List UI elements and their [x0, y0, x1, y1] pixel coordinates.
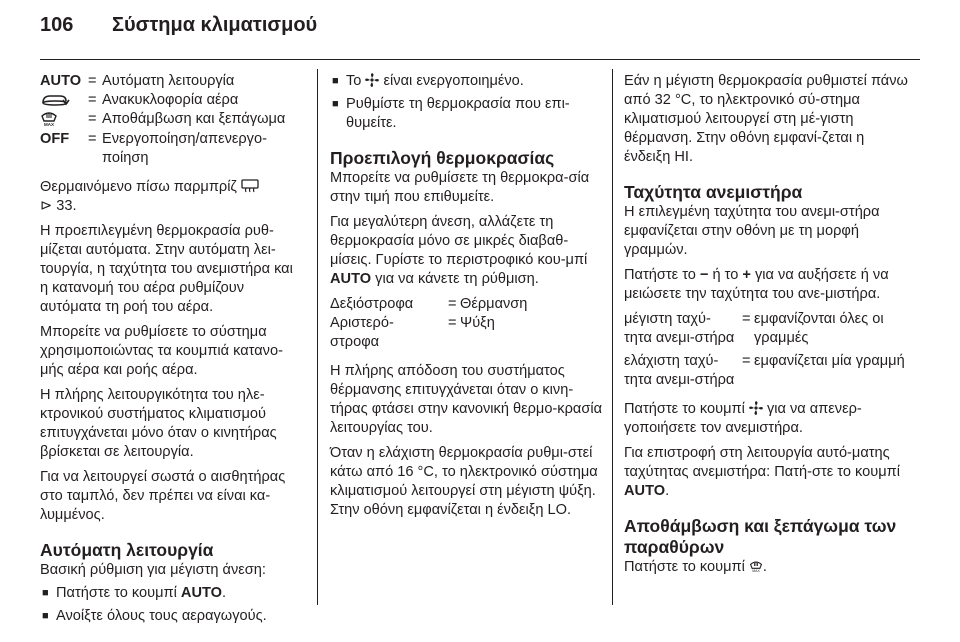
paragraph: Θερμαινόμενο πίσω παρμπρίζ ⊳ 33. [40, 178, 302, 216]
paragraph: Για επιστροφή στη λειτουργία αυτό-ματης ταχύτητας ανεμιστήρα: Πατή-στε το κουμπί AUTO. [624, 445, 900, 499]
def-value: Ανακυκλοφορία αέρα [102, 92, 239, 108]
def-key: OFF [40, 131, 70, 147]
column-divider [612, 69, 613, 605]
bullet-item: ■ Το είναι ενεργοποιημένο. [332, 73, 524, 89]
page-ref-arrow-icon: ⊳ [40, 198, 53, 214]
paragraph: Για μεγαλύτερη άνεση, αλλάζετε τη θερμοκρασία μόνο σε μικρές διαβαθ-μίσεις. Γυρίστε το περιστροφικό κου-μπί AUTO για να κάνετε τη ρύθμιση. [330, 214, 588, 287]
def-value: Αυτόματη λειτουργία [102, 73, 235, 89]
section-heading-preset: Προεπιλογή θερμοκρασίας [330, 148, 555, 168]
paragraph: Η προεπιλεγμένη θερμοκρασία ρυθ-μίζεται αυτόματα. Στην αυτόματη λει-τουργία, η ταχύτητα του ανεμιστήρα και η κατανομή του αέρα ρυθμίζουν αυτόματα τη ροή του αέρα. [40, 223, 293, 315]
page-title: Σύστημα κλιματισμού [112, 14, 318, 36]
svg-text:MAX: MAX [752, 569, 760, 573]
def-row-defrost: MAX = Αποθάμβωση και ξεπάγωμα [40, 110, 302, 130]
page-number: 106 [40, 14, 74, 36]
paragraph: Μπορείτε να ρυθμίσετε το σύστημα χρησιμοποιώντας τα κουμπιά κατανο-μής αέρα και ροής αέρα. [40, 324, 283, 378]
column-divider [317, 69, 318, 605]
auto-intro: Βασική ρύθμιση για μέγιστη άνεση: [40, 562, 266, 578]
plus-icon: + [742, 267, 751, 283]
paragraph: Πατήστε το κουμπί για να απενερ-γοποιήσετε τον ανεμιστήρα. [624, 401, 862, 436]
paragraph: Εάν η μέγιστη θερμοκρασία ρυθμιστεί πάνω από 32 °C, το ηλεκτρονικό σύ-στημα κλιματισμού λειτουργεί στη μέ-γιστη θέρμανση. Στην οθόνη εμφανί-ζεται η ένδειξη HI. [624, 73, 908, 165]
page-header [40, 14, 317, 44]
fan-icon [749, 401, 763, 417]
minus-icon: − [699, 267, 709, 283]
section-heading-fan: Ταχύτητα ανεμιστήρα [624, 182, 803, 202]
paragraph: Για να λειτουργεί σωστά ο αισθητήρας στο ταμπλό, δεν πρέπει να είναι κα-λυμμένος. [40, 469, 286, 523]
column-1 [40, 72, 302, 630]
bullet-item: ■ Ρυθμίστε τη θερμοκρασία που επι-θυμείτε. [332, 96, 570, 131]
bullet-icon: ■ [42, 610, 49, 622]
def-value: Αποθάμβωση και ξεπάγωμα [102, 111, 286, 127]
def-row-max-fan: μέγιστη ταχύ-τητα ανεμι-στήρα = εμφανίζονται όλες οι γραμμές [624, 311, 884, 346]
bullet-item: ■ Ανοίξτε όλους τους αεραγωγούς. [42, 608, 267, 624]
paragraph: Μπορείτε να ρυθμίσετε τη θερμοκρα-σία στην τιμή που επιθυμείτε. [330, 170, 590, 205]
fan-icon [365, 73, 379, 89]
def-row-clockwise: Δεξιόστροφα = Θέρμανση [330, 296, 528, 312]
page-ref: 33. [56, 198, 77, 214]
section-heading-auto: Αυτόματη λειτουργία [40, 540, 214, 560]
bullet-item: ■ Πατήστε το κουμπί AUTO. [42, 585, 227, 601]
defrost-max-icon [40, 110, 88, 130]
paragraph: Η επιλεγμένη ταχύτητα του ανεμι-στήρα εμφανίζεται στην οθόνη με τη μορφή γραμμών. [624, 204, 880, 258]
def-row-recirculation: = Ανακυκλοφορία αέρα [40, 91, 302, 110]
column-3 [624, 72, 910, 583]
svg-text:MAX: MAX [44, 122, 54, 126]
defrost-max-icon [749, 559, 763, 575]
bullet-icon: ■ [332, 75, 339, 87]
paragraph: Η πλήρης απόδοση του συστήματος θέρμανσης επιτυγχάνεται όταν ο κινη-τήρας φτάσει στην κανονική θερμο-κρασία λειτουργίας του. [330, 363, 603, 436]
def-row-off: OFF = Ενεργοποίηση/απενεργο-ποίηση [40, 130, 302, 168]
recirculation-icon [40, 91, 88, 110]
paragraph: Πατήστε το κουμπί MAX . [624, 559, 767, 575]
def-value: Ενεργοποίηση/απενεργο-ποίηση [102, 131, 267, 166]
rear-window-heater-icon [241, 179, 259, 195]
bullet-icon: ■ [332, 98, 339, 110]
paragraph: Όταν η ελάχιστη θερμοκρασία ρυθμι-στεί κάτω από 16 °C, το ηλεκτρονικό σύστημα κλιματισμού λειτουργεί στη μέγιστη ψύξη. Στην οθόνη εμφανίζεται η ένδειξη LO. [330, 445, 598, 518]
bullet-icon: ■ [42, 587, 49, 599]
paragraph: Πατήστε το − ή το + για να αυξήσετε ή να μειώσετε την ταχύτητα του ανε-μιστήρα. [624, 267, 889, 302]
def-row-auto: AUTO = Αυτόματη λειτουργία [40, 72, 302, 91]
paragraph: Η πλήρης λειτουργικότητα του ηλε-κτρονικού συστήματος κλιματισμού επιτυγχάνεται μόνο όταν ο κινητήρας βρίσκεται σε λειτουργία. [40, 387, 277, 460]
column-2 [330, 72, 602, 526]
def-key: AUTO [40, 73, 82, 89]
def-row-counterclockwise: Αριστερό-στροφα = Ψύξη [330, 315, 495, 350]
def-row-min-fan: ελάχιστη ταχύ-τητα ανεμι-στήρα = εμφανίζεται μία γραμμή [624, 353, 905, 388]
header-rule [40, 59, 920, 60]
section-heading-defrost: Αποθάμβωση και ξεπάγωμα των παραθύρων [624, 516, 897, 557]
